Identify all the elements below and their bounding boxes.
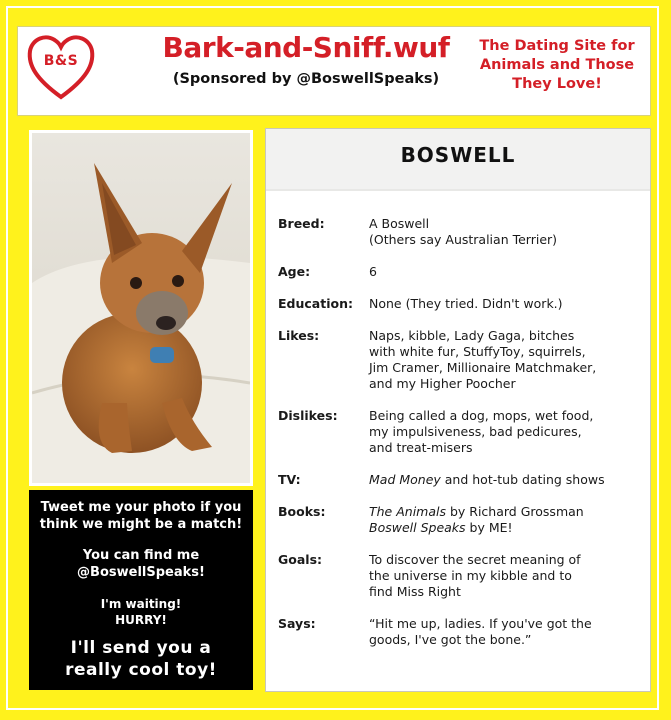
field-label: Education: <box>278 296 353 311</box>
value-line <box>369 472 639 488</box>
callout-toy <box>29 637 253 681</box>
field-label: TV: <box>278 472 301 487</box>
callout-line: HURRY! <box>115 613 167 627</box>
field-value <box>369 472 639 488</box>
field-value <box>369 264 639 280</box>
book-author: by ME! <box>465 520 513 535</box>
value-line: Jim Cramer, Millionaire Matchmaker, <box>369 360 597 375</box>
book-title: Boswell Speaks <box>369 520 466 535</box>
twitter-handle-link[interactable]: @BoswellSpeaks! <box>77 565 205 580</box>
book-author: by Richard Grossman <box>446 504 584 519</box>
field-label: Age: <box>278 264 311 279</box>
field-label: Likes: <box>278 328 320 343</box>
field-label: Says: <box>278 616 316 631</box>
callout-find <box>29 547 253 581</box>
callout-waiting <box>29 596 253 628</box>
profile-panel <box>265 128 651 692</box>
sponsor-line: (Sponsored by @BoswellSpeaks) <box>172 71 440 87</box>
contact-callout <box>29 490 253 690</box>
value-line: (Others say Australian Terrier) <box>369 232 558 247</box>
value-line: find Miss Right <box>369 584 461 599</box>
value-line: Naps, kibble, Lady Gaga, bitches <box>369 328 575 343</box>
value-line: Being called a dog, mops, wet food, <box>369 408 594 423</box>
site-header <box>17 26 651 116</box>
field-value <box>369 504 639 536</box>
tagline-line: They Love! <box>512 76 602 92</box>
field-value <box>369 296 639 312</box>
callout-line: really cool toy! <box>65 660 217 680</box>
callout-tweet <box>29 499 253 533</box>
field-label: Dislikes: <box>278 408 338 423</box>
logo-text: B&S <box>43 53 79 69</box>
field-value <box>369 216 639 248</box>
tagline-line: Animals and Those <box>479 57 635 73</box>
value-line: “Hit me up, ladies. If you've got the <box>369 616 592 631</box>
callout-line: I'll send you a <box>70 638 212 658</box>
profile-header <box>266 129 650 191</box>
value-line: my impulsiveness, bad pedicures, <box>369 424 582 439</box>
value-line <box>369 520 639 536</box>
tv-show-title: Mad Money <box>369 472 441 487</box>
value-line: To discover the secret meaning of <box>369 552 581 567</box>
field-label: Books: <box>278 504 326 519</box>
value-line: and treat-misers <box>369 440 473 455</box>
value-line: None (They tried. Didn't work.) <box>369 296 563 311</box>
value-line <box>369 504 639 520</box>
field-value <box>369 328 639 392</box>
book-title: The Animals <box>369 504 446 519</box>
value-line: the universe in my kibble and to <box>369 568 572 583</box>
field-value <box>369 408 639 456</box>
heart-logo-icon[interactable] <box>26 31 96 101</box>
value-line: 6 <box>369 264 377 279</box>
value-line: goods, I've got the bone.” <box>369 632 532 647</box>
value-line: with white fur, StuffyToy, squirrels, <box>369 344 586 359</box>
tagline-line: The Dating Site for <box>479 38 635 54</box>
callout-line: think we might be a match! <box>39 517 243 532</box>
value-line: A Boswell <box>369 216 430 231</box>
callout-line: You can find me <box>82 548 200 563</box>
dog-photo <box>29 130 253 486</box>
field-value <box>369 616 639 648</box>
field-value <box>369 552 639 600</box>
value-line: and my Higher Poocher <box>369 376 516 391</box>
callout-line: Tweet me your photo if you <box>40 500 242 515</box>
site-title: Bark-and-Sniff.wuf <box>162 31 450 64</box>
field-label: Goals: <box>278 552 323 567</box>
profile-name: BOSWELL <box>400 143 516 167</box>
field-label: Breed: <box>278 216 325 231</box>
callout-line: I'm waiting! <box>100 597 182 611</box>
tv-rest: and hot-tub dating shows <box>440 472 605 487</box>
site-tagline <box>472 37 642 94</box>
